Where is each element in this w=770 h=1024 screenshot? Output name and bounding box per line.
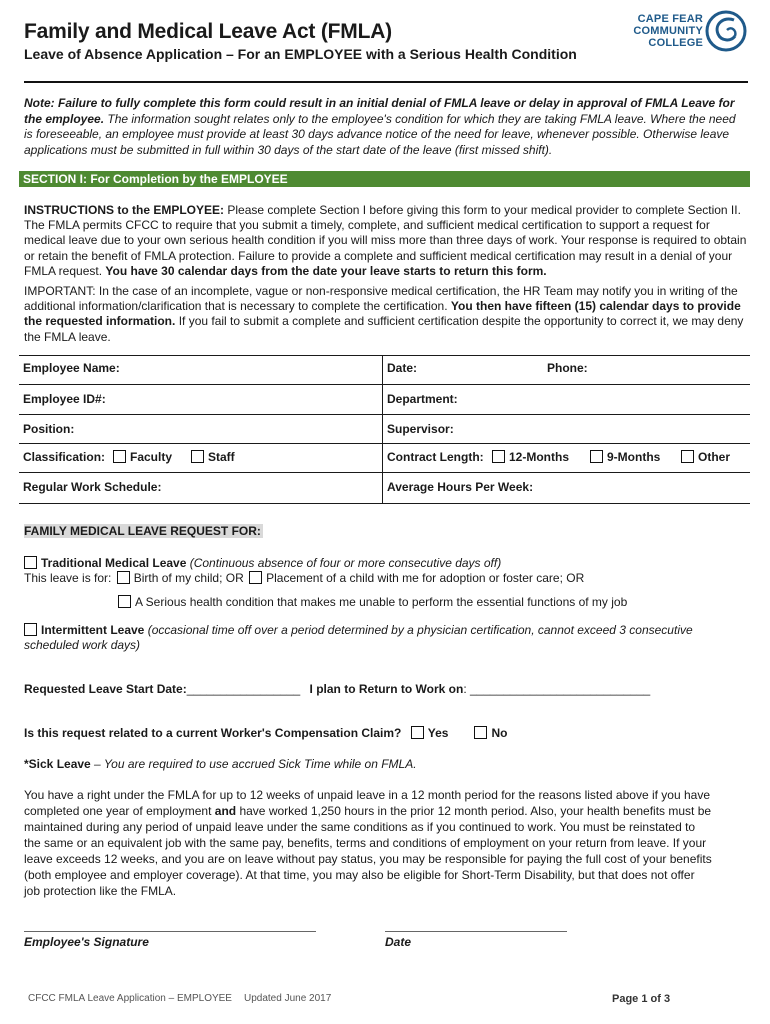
serious-condition-label: A Serious health condition that makes me unable to perform the essential functions of my job (135, 595, 628, 609)
rights-line-6: (both employee and employer coverage). At that time, you may also be eligible for Short-Term Disability, but that does not offer (24, 868, 695, 882)
staff-option (191, 450, 235, 464)
grid-row-id (19, 384, 750, 415)
nine-months-label: 9-Months (607, 450, 661, 464)
grid-row-schedule (19, 473, 750, 504)
return-date-input[interactable]: : ___________________________ (463, 682, 651, 696)
important-bold: You then have fifteen (15) calendar days to provide the requested information. (24, 299, 741, 329)
other-option (681, 450, 730, 464)
rights-line-5: leave exceeds 12 weeks, and you are on leave without pay status, you may be responsible for paying the full cost of your benefits (24, 852, 712, 866)
sick-leave-note (24, 757, 417, 771)
leave-for-label: This leave is for: (24, 571, 112, 585)
serious-condition-checkbox[interactable] (118, 595, 131, 608)
traditional-leave-label: Traditional Medical Leave (41, 556, 187, 570)
avg-hours-label: Average Hours Per Week: (387, 480, 534, 494)
intermittent-leave-option (24, 623, 693, 637)
rights-line-1: You have a right under the FMLA for up to 12 weeks of unpaid leave in a 12 month period for the reasons listed above if you have (24, 788, 710, 802)
return-date-label: I plan to Return to Work on (309, 682, 464, 696)
twelve-months-checkbox[interactable] (492, 450, 505, 463)
work-schedule-label: Regular Work Schedule: (23, 480, 162, 494)
signature-date-label: Date (385, 935, 412, 949)
employee-id-label: Employee ID#: (23, 392, 106, 406)
faculty-checkbox[interactable] (113, 450, 126, 463)
logo-line-3: COLLEGE (648, 37, 703, 49)
placement-checkbox[interactable] (249, 571, 262, 584)
employee-signature-line[interactable] (24, 931, 316, 932)
footer-updated: Updated June 2017 (244, 993, 332, 1004)
start-date-input[interactable]: _________________ (186, 682, 301, 696)
instructions-paragraph (24, 203, 748, 279)
logo-line-2: COMMUNITY (633, 25, 703, 37)
intermittent-leave-label: Intermittent Leave (41, 623, 145, 637)
rights-line-3: maintained during any period of unpaid leave under the same conditions as if you continued to work. You must be reinstated to (24, 820, 696, 834)
twelve-months-option (492, 450, 569, 464)
form-title: Family and Medical Leave Act (FMLA) (24, 20, 392, 43)
employee-signature-label: Employee's Signature (24, 935, 149, 949)
workers-comp-question: Is this request related to a current Worker's Compensation Claim? (24, 726, 402, 740)
logo-emblem-icon (704, 8, 748, 54)
footer-page-number: Page 1 of 3 (612, 993, 671, 1005)
leave-request-heading: FAMILY MEDICAL LEAVE REQUEST FOR: (24, 524, 261, 538)
nine-months-option (590, 450, 660, 464)
college-logo (618, 6, 750, 56)
placement-label: Placement of a child with me for adoption or foster care; OR (266, 571, 585, 585)
faculty-label: Faculty (130, 450, 173, 464)
note-bold: Note: Failure to fully complete this form could result in an initial denial of FMLA leave or delay in approval of FMLA Leave for the employee. (24, 96, 735, 126)
grid-divider (382, 355, 383, 503)
rights-paragraph (24, 787, 748, 899)
note-text: The information sought relates only to the employee's condition for which they are taking FMLA leave. Where the need is foreseeable, an employee must provide at least 30 days advance notice of the need for leave, whenever possible. Otherwise leave applications must be submitted in full within 30 days of the start date of the leave (first missed shift). (24, 111, 736, 157)
dates-row (24, 682, 650, 696)
note-paragraph (24, 96, 746, 158)
other-checkbox[interactable] (681, 450, 694, 463)
start-date-label: Requested Leave Start Date: (24, 682, 187, 696)
sick-leave-label: *Sick Leave (24, 757, 91, 771)
rights-line-2c: have worked 1,250 hours in the prior 12 month period. Also, your health benefits must be (236, 804, 712, 818)
intermittent-leave-checkbox[interactable] (24, 623, 37, 636)
workers-comp-yes-label: Yes (427, 726, 449, 740)
nine-months-checkbox[interactable] (590, 450, 603, 463)
phone-label: Phone: (547, 361, 588, 375)
header-rule (24, 81, 748, 83)
serious-condition-option (118, 595, 627, 609)
grid-row-classification (19, 444, 750, 473)
workers-comp-no-checkbox[interactable] (474, 726, 487, 739)
employee-name-label: Employee Name: (23, 361, 120, 375)
other-label: Other (698, 450, 731, 464)
intermittent-leave-desc-2: scheduled work days) (24, 638, 141, 652)
important-text: IMPORTANT: In the case of an incomplete, vague or non-responsive medical certification, the HR Team may notify you in writing of the additional information/clarification that is necessary to complete the certification. (24, 284, 738, 314)
twelve-months-label: 12-Months (509, 450, 569, 464)
logo-line-1: CAPE FEAR (637, 13, 703, 25)
birth-checkbox[interactable] (117, 571, 130, 584)
rights-line-2a: completed one year of employment (24, 804, 215, 818)
traditional-leave-checkbox[interactable] (24, 556, 37, 569)
instructions-label: INSTRUCTIONS to the EMPLOYEE: (24, 203, 225, 217)
rights-line-4: the same or an equivalent job with the same pay, benefits, terms and conditions of employment on your return from leave. If your (24, 836, 707, 850)
important-paragraph (24, 284, 748, 345)
leave-for-row (24, 571, 584, 585)
intermittent-leave-desc: (occasional time off over a period determined by a physician certification, cannot exceed 3 consecutive (144, 623, 693, 637)
contract-length-label: Contract Length: (387, 450, 484, 464)
important-end: If you fail to submit a complete and sufficient certification despite the opportunity to correct it, we may deny the FMLA leave. (24, 314, 744, 344)
workers-comp-yes-checkbox[interactable] (411, 726, 424, 739)
footer-form-name: CFCC FMLA Leave Application – EMPLOYEE (28, 993, 232, 1004)
supervisor-label: Supervisor: (387, 422, 454, 436)
grid-row-position (19, 415, 750, 444)
traditional-leave-option (24, 556, 501, 570)
faculty-option (113, 450, 172, 464)
section-1-heading: SECTION I: For Completion by the EMPLOYEE (19, 171, 750, 187)
grid-row-name (19, 355, 750, 385)
traditional-leave-desc: (Continuous absence of four or more consecutive days off) (186, 556, 502, 570)
department-label: Department: (387, 392, 458, 406)
workers-comp-row (24, 726, 507, 740)
staff-label: Staff (208, 450, 235, 464)
workers-comp-no-label: No (491, 726, 508, 740)
staff-checkbox[interactable] (191, 450, 204, 463)
instructions-deadline: You have 30 calendar days from the date your leave starts to return this form. (105, 263, 547, 278)
sick-leave-text: – You are required to use accrued Sick Time while on FMLA. (90, 757, 417, 771)
birth-label: Birth of my child; OR (133, 571, 244, 585)
instructions-text: Please complete Section I before giving this form to your medical provider to complete Section II. The FMLA permits CFCC to require that you submit a timely, complete, and sufficient medical certification to support a request for medical leave due to your own serious health condition if you will miss more than three days of work. Your response is required to obtain or retain the benefit of FMLA protection. Failure to provide a complete and sufficient medical certification may result in a denial of your FMLA request. (24, 203, 747, 278)
position-label: Position: (23, 422, 75, 436)
signature-date-line[interactable] (385, 931, 567, 932)
classification-label: Classification: (23, 450, 106, 464)
rights-line-2b: and (214, 804, 237, 818)
rights-line-2 (24, 803, 748, 819)
rights-line-7: job protection like the FMLA. (24, 884, 177, 898)
date-label: Date: (387, 361, 418, 375)
form-subtitle: Leave of Absence Application – For an EMPLOYEE with a Serious Health Condition (24, 46, 577, 62)
